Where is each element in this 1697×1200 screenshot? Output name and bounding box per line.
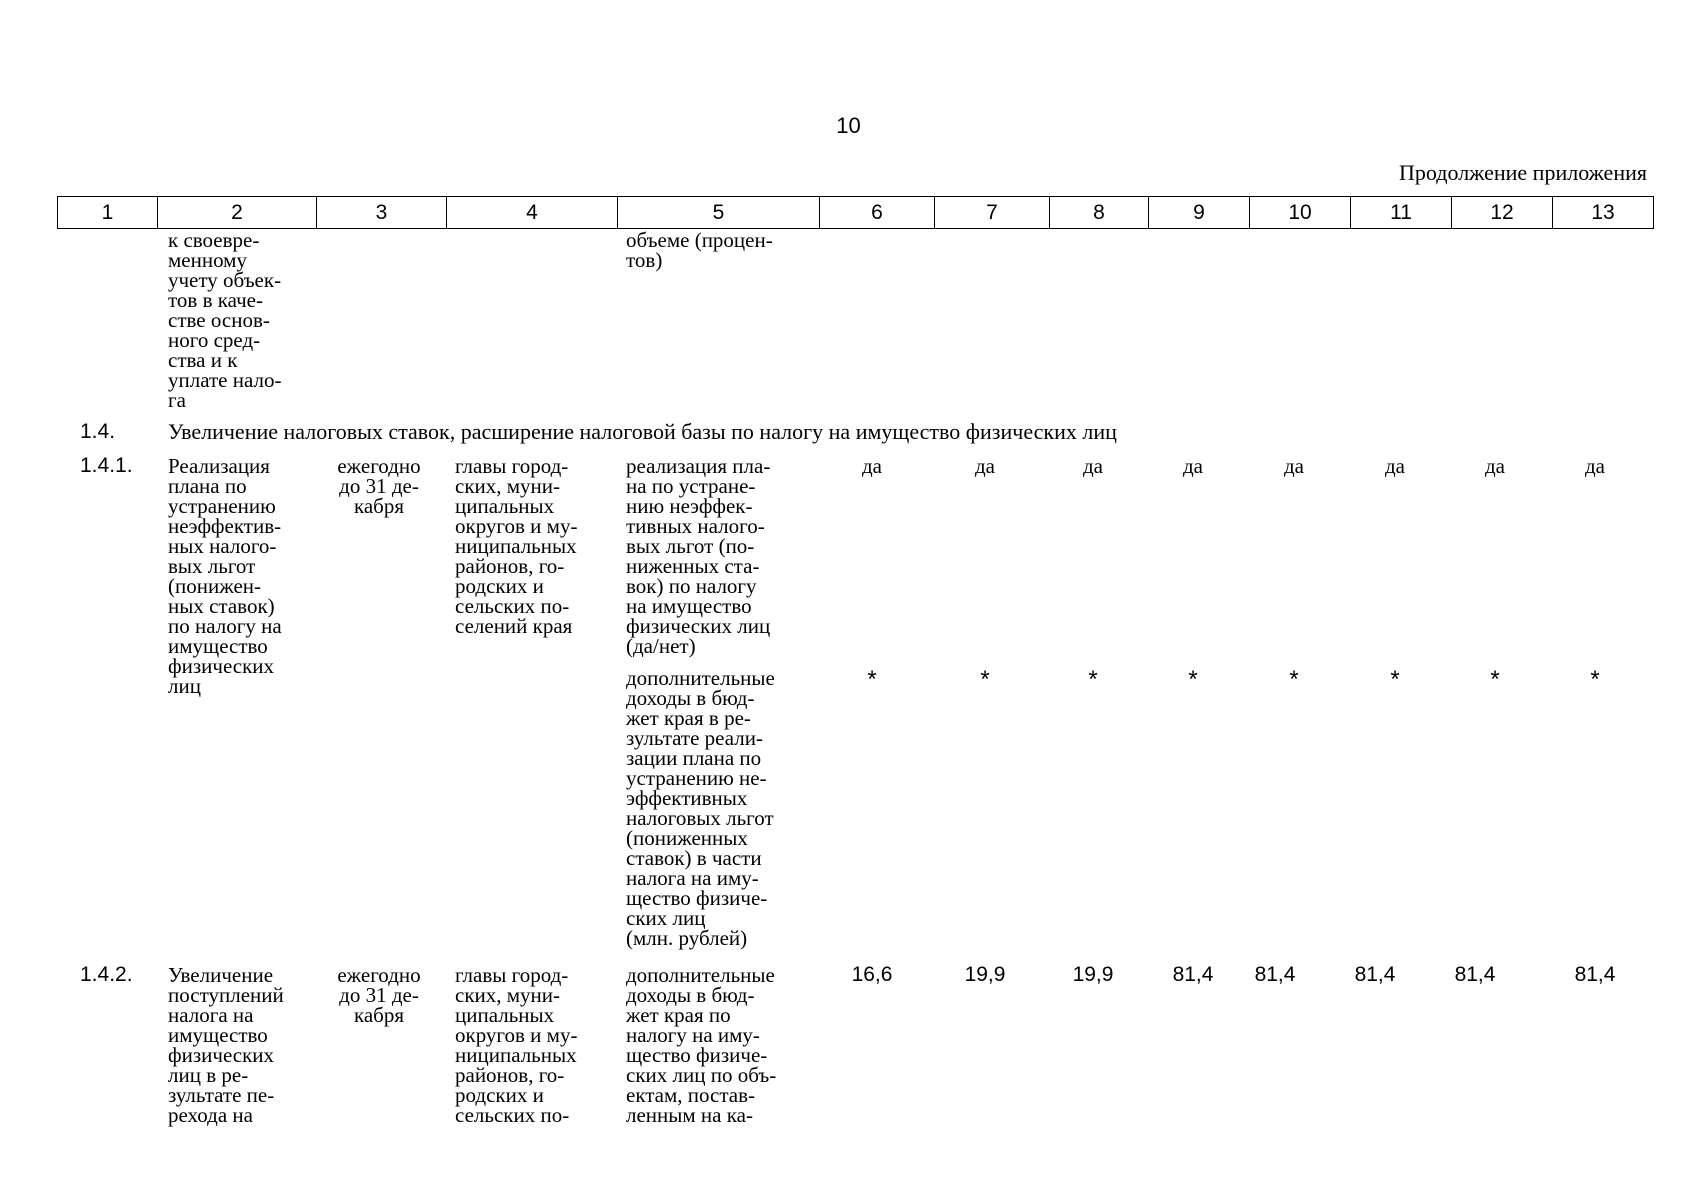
- row-1-4-2-responsible: главы город- ских, муни- ципальных округов и му- ниципальных районов, го- родских и сельских по-: [455, 963, 578, 1127]
- row-1-4-1-deadline: ежегодно до 31 де- кабря: [337, 454, 421, 518]
- header-col-1: 1: [58, 197, 158, 229]
- header-col-11: 11: [1351, 197, 1452, 229]
- header-col-3: 3: [317, 197, 447, 229]
- row-1-4-2-col13: 81,4: [1574, 963, 1616, 986]
- row-1-4-1-indicator-1: реализация пла- на по устране- нию неэффек- тивных налого- вых льгот (по- ниженных ста- вок) по налогу на имущество физических лиц (да/нет): [626, 454, 771, 658]
- row-1-4-2-indicator: дополнительные доходы в бюд- жет края по налогу на иму- щество физиче- ских лиц по объ- ектам, постав- ленным на ка-: [626, 963, 777, 1127]
- row-1-4-2-deadline: ежегодно до 31 де- кабря: [337, 963, 421, 1027]
- row-1-4-1-measure: Реализация плана по устранению неэффектив- ных налого- вых льгот (понижен- ных ставок) по налогу на имущество физических лиц: [168, 454, 282, 698]
- row-1-4-2-col8: 19,9: [1072, 963, 1114, 986]
- prev-row-indicator-text: объеме (процен- тов): [626, 228, 773, 272]
- row-1-4-2-col10: 81,4: [1254, 963, 1296, 986]
- row-1-4-2-col11: 81,4: [1354, 963, 1396, 986]
- header-col-5: 5: [618, 197, 820, 229]
- row-1-4-2-col12: 81,4: [1454, 963, 1496, 986]
- header-col-4: 4: [447, 197, 618, 229]
- header-col-9: 9: [1149, 197, 1250, 229]
- row-1-4-1-number: 1.4.1.: [80, 454, 133, 477]
- row-1-4-1-ind1-col6: да: [861, 454, 882, 478]
- prev-row-measure-text: к своевре- менному учету объек- тов в каче- стве основ- ного сред- ства и к уплате нало- га: [168, 228, 282, 412]
- row-1-4-1-ind1-col11: да: [1384, 454, 1405, 478]
- row-1-4-2-measure: Увеличение поступлений налога на имущество физических лиц в ре- зультате пе- рехода на: [168, 963, 284, 1127]
- row-1-4-1-ind1-col7: да: [974, 454, 995, 478]
- header-col-12: 12: [1452, 197, 1553, 229]
- row-1-4-1-ind2-col8: *: [1088, 666, 1098, 693]
- header-col-13: 13: [1553, 197, 1654, 229]
- header-col-10: 10: [1250, 197, 1351, 229]
- continuation-label: Продолжение приложения: [1399, 160, 1647, 185]
- column-number-header: [57, 196, 1654, 229]
- page-number: 10: [836, 113, 861, 138]
- header-col-8: 8: [1050, 197, 1149, 229]
- row-1-4-1-ind2-col13: *: [1590, 666, 1600, 693]
- row-1-4-1-ind2-col10: *: [1289, 666, 1299, 693]
- row-1-4-2-col9: 81,4: [1172, 963, 1214, 986]
- row-1-4-1-indicator-2: дополнительные доходы в бюд- жет края в ре- зультате реали- зации плана по устранению не- эффективных налоговых льгот (пониженных ставок) в части налога на иму- щество физиче- ских лиц (млн. рублей): [626, 666, 775, 950]
- row-1-4-1-ind2-col11: *: [1390, 666, 1400, 693]
- row-1-4-1-ind2-col7: *: [980, 666, 990, 693]
- header-col-7: 7: [935, 197, 1050, 229]
- row-1-4-1-ind1-col12: да: [1484, 454, 1505, 478]
- header-col-2: 2: [158, 197, 317, 229]
- row-1-4-2-col7: 19,9: [964, 963, 1006, 986]
- section-number: 1.4.: [80, 420, 116, 443]
- row-1-4-1-ind2-col9: *: [1188, 666, 1198, 693]
- row-1-4-1-ind1-col9: да: [1182, 454, 1203, 478]
- row-1-4-1-ind1-col8: да: [1082, 454, 1103, 478]
- row-1-4-2-col6: 16,6: [851, 963, 893, 986]
- row-1-4-1-responsible: главы город- ских, муни- ципальных округов и му- ниципальных районов, го- родских и сельских по- селений края: [455, 454, 578, 638]
- header-col-6: 6: [820, 197, 935, 229]
- section-title: Увеличение налоговых ставок, расширение налоговой базы по налогу на имущество физических лиц: [168, 419, 1117, 444]
- row-1-4-1-ind2-col12: *: [1490, 666, 1500, 693]
- row-1-4-1-ind2-col6: *: [867, 666, 877, 693]
- row-1-4-1-ind1-col13: да: [1584, 454, 1605, 478]
- row-1-4-2-number: 1.4.2.: [80, 963, 133, 986]
- row-1-4-1-ind1-col10: да: [1283, 454, 1304, 478]
